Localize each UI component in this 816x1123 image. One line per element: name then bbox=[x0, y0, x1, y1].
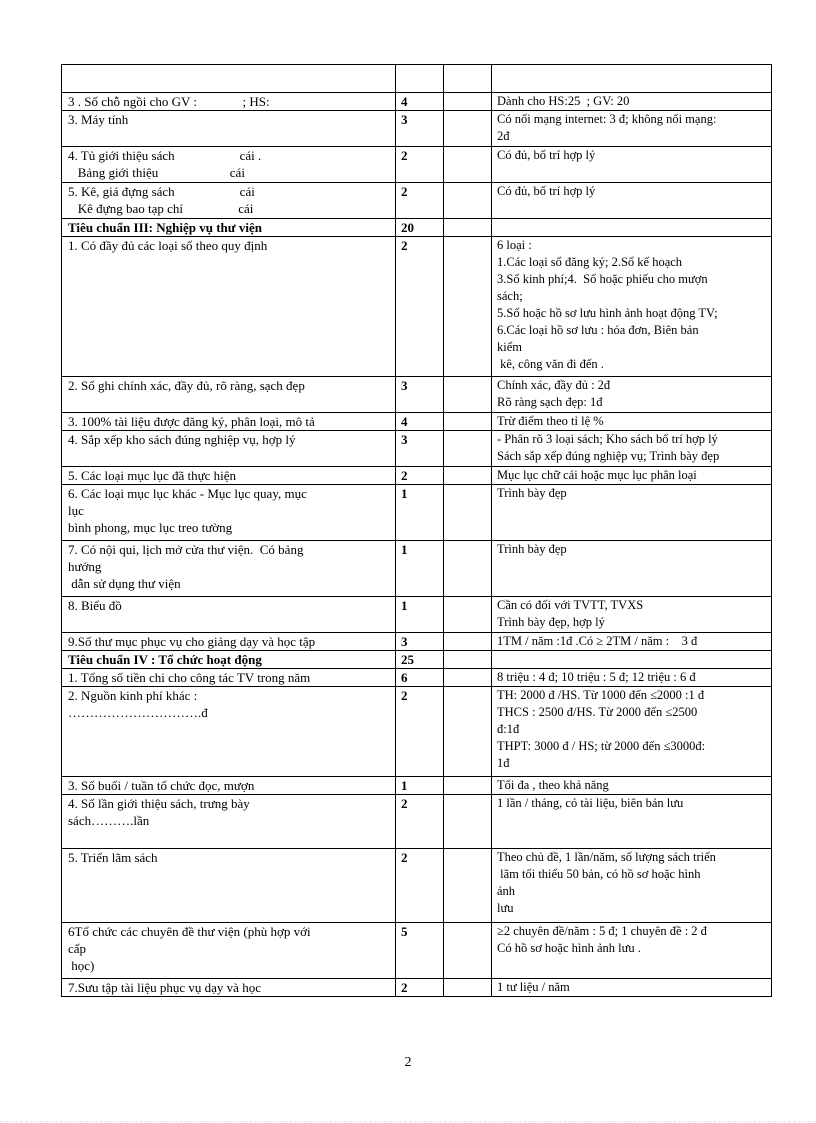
points-cell: 2 bbox=[396, 687, 444, 777]
cell-line: ≥2 chuyên đề/năm : 5 đ; 1 chuyên đề : 2 đ bbox=[497, 924, 707, 938]
self-score-cell bbox=[444, 111, 492, 147]
cell-line: 1 lần / tháng, có tài liệu, biên bản lưu bbox=[497, 796, 684, 810]
criterion-cell bbox=[62, 467, 396, 485]
self-score-cell bbox=[444, 413, 492, 431]
cell-line: Sách sắp xếp đúng nghiệp vụ; Trình bày đẹp bbox=[497, 449, 720, 463]
note-cell bbox=[492, 183, 772, 219]
self-score-cell bbox=[444, 923, 492, 979]
note-cell bbox=[492, 849, 772, 923]
cell-line: Có hồ sơ hoặc hình ảnh lưu . bbox=[497, 941, 641, 955]
criterion-cell bbox=[62, 849, 396, 923]
criterion-cell bbox=[62, 111, 396, 147]
criterion-row bbox=[62, 541, 772, 597]
note-cell bbox=[492, 669, 772, 687]
points-cell: 1 bbox=[396, 777, 444, 795]
cell-line: lãm tối thiểu 50 bản, có hồ sơ hoặc hình bbox=[497, 867, 701, 881]
cell-line: sách; bbox=[497, 289, 523, 303]
criterion-cell bbox=[62, 219, 396, 237]
note-cell bbox=[492, 111, 772, 147]
self-score-cell bbox=[444, 431, 492, 467]
self-score-cell bbox=[444, 541, 492, 597]
self-score-cell bbox=[444, 979, 492, 997]
cell-line: 9.Số thư mục phục vụ cho giảng dạy và học tập bbox=[68, 634, 316, 649]
criterion-cell bbox=[62, 377, 396, 413]
points-cell: 1 bbox=[396, 485, 444, 541]
criterion-cell bbox=[62, 485, 396, 541]
cell-line: 3. Số buổi / tuần tổ chức đọc, mượn bbox=[68, 778, 255, 793]
note-cell bbox=[492, 413, 772, 431]
criterion-row bbox=[62, 795, 772, 849]
cell-line: sách……….lần bbox=[68, 813, 150, 828]
cell-line: kê, công văn đi đến . bbox=[497, 357, 604, 371]
cell-line: dẫn sử dụng thư viện bbox=[68, 576, 181, 591]
cell-line: Tiêu chuẩn IV : Tổ chức hoạt động bbox=[68, 652, 262, 667]
cell-line: 4. Sắp xếp kho sách đúng nghiệp vụ, hợp lý bbox=[68, 432, 296, 447]
cell-line: kiểm bbox=[497, 340, 522, 354]
note-cell bbox=[492, 795, 772, 849]
criterion-row bbox=[62, 923, 772, 979]
cell-line: Cần có đối với TVTT, TVXS bbox=[497, 598, 644, 612]
self-score-cell bbox=[444, 93, 492, 111]
points-cell: 2 bbox=[396, 237, 444, 377]
self-score-cell bbox=[444, 65, 492, 93]
cell-line: 6.Các loại hồ sơ lưu : hóa đơn, Biên bản bbox=[497, 323, 699, 337]
cell-line: 2. Nguồn kinh phí khác : bbox=[68, 688, 198, 703]
note-cell bbox=[492, 687, 772, 777]
criterion-row bbox=[62, 147, 772, 183]
cell-line: 4. Tủ giới thiệu sách cái . bbox=[68, 148, 262, 163]
cell-line: ảnh bbox=[497, 884, 516, 898]
note-cell bbox=[492, 93, 772, 111]
points-cell bbox=[396, 65, 444, 93]
criteria-table bbox=[61, 64, 772, 997]
criterion-cell bbox=[62, 669, 396, 687]
cell-line: 1. Có đầy đủ các loại sổ theo quy định bbox=[68, 238, 268, 253]
criterion-cell bbox=[62, 687, 396, 777]
cell-line: 6 loại : bbox=[497, 238, 532, 252]
criterion-cell bbox=[62, 431, 396, 467]
page-number: 2 bbox=[404, 1055, 412, 1070]
criterion-cell bbox=[62, 777, 396, 795]
points-cell: 25 bbox=[396, 651, 444, 669]
cell-line: 1đ bbox=[497, 756, 510, 770]
cell-line: Có nối mạng internet: 3 đ; không nối mạng: bbox=[497, 112, 717, 126]
criterion-row bbox=[62, 849, 772, 923]
self-score-cell bbox=[444, 669, 492, 687]
self-score-cell bbox=[444, 147, 492, 183]
section-row bbox=[62, 219, 772, 237]
cell-line: 6Tổ chức các chuyên đề thư viện (phù hợp với bbox=[68, 924, 311, 939]
note-cell bbox=[492, 147, 772, 183]
criterion-cell bbox=[62, 795, 396, 849]
points-cell: 2 bbox=[396, 795, 444, 849]
cell-line: Chính xác, đầy đủ : 2đ bbox=[497, 378, 611, 392]
criterion-row bbox=[62, 431, 772, 467]
note-cell bbox=[492, 65, 772, 93]
cell-line: 7. Có nội qui, lịch mở cửa thư viện. Có bảng bbox=[68, 542, 304, 557]
self-score-cell bbox=[444, 467, 492, 485]
criterion-row bbox=[62, 65, 772, 93]
cell-line: 3. Máy tính bbox=[68, 112, 129, 127]
criterion-cell bbox=[62, 147, 396, 183]
section-row bbox=[62, 651, 772, 669]
cell-line: ………………………….đ bbox=[68, 705, 208, 720]
criterion-row bbox=[62, 777, 772, 795]
points-cell: 6 bbox=[396, 669, 444, 687]
cell-line: Trừ điểm theo tỉ lệ % bbox=[497, 414, 604, 428]
cell-line: Bảng giới thiệu cái bbox=[68, 165, 245, 180]
cell-line: THCS : 2500 đ/HS. Từ 2000 đến ≤2500 bbox=[497, 705, 698, 719]
cell-line: Rõ ràng sạch đẹp: 1đ bbox=[497, 395, 603, 409]
points-cell: 3 bbox=[396, 633, 444, 651]
points-cell: 4 bbox=[396, 93, 444, 111]
points-cell: 3 bbox=[396, 111, 444, 147]
cell-line: 5. Kê, giá đựng sách cái bbox=[68, 184, 255, 199]
criterion-row bbox=[62, 237, 772, 377]
self-score-cell bbox=[444, 377, 492, 413]
self-score-cell bbox=[444, 777, 492, 795]
criterion-row bbox=[62, 597, 772, 633]
note-cell bbox=[492, 467, 772, 485]
note-cell bbox=[492, 377, 772, 413]
note-cell bbox=[492, 541, 772, 597]
points-cell: 5 bbox=[396, 923, 444, 979]
cell-line: Mục lục chữ cái hoặc mục lục phân loại bbox=[497, 468, 697, 482]
self-score-cell bbox=[444, 219, 492, 237]
points-cell: 2 bbox=[396, 849, 444, 923]
criterion-row bbox=[62, 413, 772, 431]
note-cell bbox=[492, 979, 772, 997]
criterion-cell bbox=[62, 541, 396, 597]
cell-line: 4. Số lần giới thiệu sách, trưng bày bbox=[68, 796, 250, 811]
cell-line: 3.Sổ kinh phí;4. Sổ hoặc phiếu cho mượn bbox=[497, 272, 708, 286]
criterion-row bbox=[62, 93, 772, 111]
self-score-cell bbox=[444, 651, 492, 669]
criterion-row bbox=[62, 633, 772, 651]
self-score-cell bbox=[444, 795, 492, 849]
cell-line: 1 tư liệu / năm bbox=[497, 980, 570, 994]
points-cell: 3 bbox=[396, 431, 444, 467]
points-cell: 3 bbox=[396, 377, 444, 413]
criterion-cell bbox=[62, 93, 396, 111]
cell-line: lục bbox=[68, 503, 84, 518]
criterion-cell bbox=[62, 633, 396, 651]
criterion-cell bbox=[62, 923, 396, 979]
cell-line: lưu bbox=[497, 901, 514, 915]
cell-line: Trình bày đẹp bbox=[497, 542, 567, 556]
criterion-cell bbox=[62, 651, 396, 669]
criterion-row bbox=[62, 111, 772, 147]
cell-line: cấp bbox=[68, 941, 87, 956]
note-cell bbox=[492, 633, 772, 651]
points-cell: 20 bbox=[396, 219, 444, 237]
note-cell bbox=[492, 485, 772, 541]
note-cell bbox=[492, 923, 772, 979]
cell-line: Tối đa , theo khả năng bbox=[497, 778, 609, 792]
note-cell bbox=[492, 237, 772, 377]
note-cell bbox=[492, 597, 772, 633]
cell-line: bình phong, mục lục treo tường bbox=[68, 520, 233, 535]
criterion-cell bbox=[62, 413, 396, 431]
cell-line: 3 . Số chỗ ngồi cho GV : ; HS: bbox=[68, 94, 270, 109]
cell-line: 5.Sổ hoặc hồ sơ lưu hình ảnh hoạt động TV; bbox=[497, 306, 718, 320]
points-cell: 2 bbox=[396, 147, 444, 183]
cell-line: 2. Sổ ghi chính xác, đầy đủ, rõ ràng, sạch đẹp bbox=[68, 378, 305, 393]
criterion-row bbox=[62, 687, 772, 777]
cell-line: 5. Các loại mục lục đã thực hiện bbox=[68, 468, 237, 483]
cell-line: Trình bày đẹp, hợp lý bbox=[497, 615, 605, 629]
self-score-cell bbox=[444, 687, 492, 777]
criterion-row bbox=[62, 485, 772, 541]
criteria-table-body bbox=[62, 65, 772, 997]
cell-line: 6. Các loại mục lục khác - Mục lục quay, mục bbox=[68, 486, 307, 501]
cell-line: Dành cho HS:25 ; GV: 20 bbox=[497, 94, 630, 108]
note-cell bbox=[492, 651, 772, 669]
cell-line: Theo chủ đề, 1 lần/năm, số lượng sách triển bbox=[497, 850, 716, 864]
cell-line: THPT: 3000 đ / HS; từ 2000 đến ≤3000đ: bbox=[497, 739, 706, 753]
cell-line: 1.Các loại sổ đăng ký; 2.Sổ kế hoạch bbox=[497, 255, 683, 269]
criterion-row bbox=[62, 467, 772, 485]
self-score-cell bbox=[444, 237, 492, 377]
criterion-row bbox=[62, 669, 772, 687]
cell-line: Trình bày đẹp bbox=[497, 486, 567, 500]
cell-line: Có đủ, bố trí hợp lý bbox=[497, 184, 596, 198]
criterion-row bbox=[62, 377, 772, 413]
criterion-cell bbox=[62, 237, 396, 377]
self-score-cell bbox=[444, 183, 492, 219]
cell-line: 8. Biểu đồ bbox=[68, 598, 122, 613]
points-cell: 4 bbox=[396, 413, 444, 431]
criterion-cell bbox=[62, 183, 396, 219]
cell-line: Có đủ, bố trí hợp lý bbox=[497, 148, 596, 162]
cell-line: 1. Tổng số tiền chi cho công tác TV trong năm bbox=[68, 670, 311, 685]
page-bottom-divider bbox=[0, 1121, 816, 1122]
criterion-cell bbox=[62, 597, 396, 633]
criterion-cell bbox=[62, 979, 396, 997]
cell-line: - Phân rõ 3 loại sách; Kho sách bố trí hợp lý bbox=[497, 432, 718, 446]
cell-line: học) bbox=[68, 958, 95, 973]
cell-line: Tiêu chuẩn III: Nghiệp vụ thư viện bbox=[68, 220, 262, 235]
points-cell: 2 bbox=[396, 979, 444, 997]
self-score-cell bbox=[444, 633, 492, 651]
self-score-cell bbox=[444, 485, 492, 541]
points-cell: 2 bbox=[396, 183, 444, 219]
cell-line: 3. 100% tài liệu được đăng ký, phân loại, mô tả bbox=[68, 414, 315, 429]
note-cell bbox=[492, 431, 772, 467]
self-score-cell bbox=[444, 597, 492, 633]
cell-line: TH: 2000 đ /HS. Từ 1000 đến ≤2000 :1 đ bbox=[497, 688, 705, 702]
criterion-cell bbox=[62, 65, 396, 93]
self-score-cell bbox=[444, 849, 492, 923]
points-cell: 2 bbox=[396, 467, 444, 485]
note-cell bbox=[492, 219, 772, 237]
cell-line: hướng bbox=[68, 559, 102, 574]
points-cell: 1 bbox=[396, 597, 444, 633]
cell-line: 8 triệu : 4 đ; 10 triệu : 5 đ; 12 triệu : 6 đ bbox=[497, 670, 696, 684]
criterion-row bbox=[62, 183, 772, 219]
points-cell: 1 bbox=[396, 541, 444, 597]
cell-line: Kê đựng bao tạp chí cái bbox=[68, 201, 254, 216]
cell-line: 2đ bbox=[497, 129, 510, 143]
cell-line: đ:1đ bbox=[497, 722, 520, 736]
note-cell bbox=[492, 777, 772, 795]
cell-line: 5. Triển lãm sách bbox=[68, 850, 158, 865]
cell-line: 1TM / năm :1đ .Có ≥ 2TM / năm : 3 đ bbox=[497, 634, 698, 648]
criterion-row bbox=[62, 979, 772, 997]
cell-line: 7.Sưu tập tài liệu phục vụ dạy và học bbox=[68, 980, 261, 995]
